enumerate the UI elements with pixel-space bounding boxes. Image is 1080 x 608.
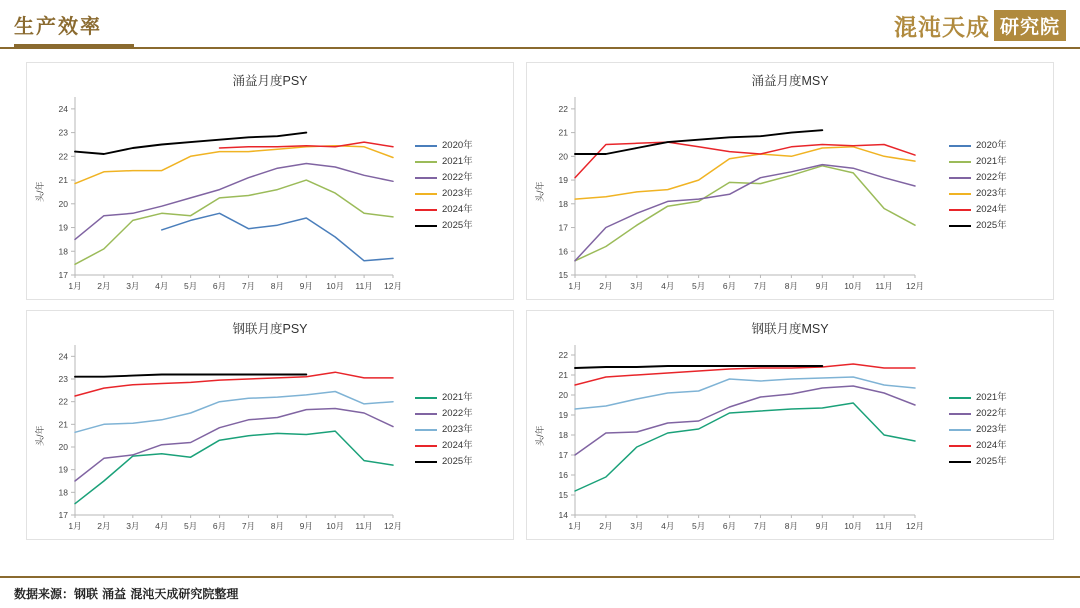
svg-text:12月: 12月 — [384, 521, 402, 531]
legend-swatch — [949, 429, 971, 431]
source-note: 数据来源：钢联 涌益 混沌天成研究院整理 — [14, 587, 239, 601]
svg-text:3月: 3月 — [630, 281, 644, 291]
logo-text: 混沌天成 — [893, 13, 990, 41]
svg-text:18: 18 — [558, 198, 568, 209]
svg-text:8月: 8月 — [270, 281, 284, 291]
svg-text:5月: 5月 — [692, 521, 706, 531]
legend-swatch — [949, 145, 971, 147]
svg-text:22: 22 — [558, 350, 568, 360]
header-divider — [0, 47, 1080, 49]
legend-item[interactable] — [949, 454, 1007, 470]
svg-text:19: 19 — [558, 410, 568, 420]
legend-item[interactable] — [415, 154, 473, 170]
svg-text:4月: 4月 — [661, 521, 675, 531]
legend-swatch — [415, 193, 437, 195]
legend-label: 2022年 — [976, 172, 1007, 183]
legend-label: 2020年 — [976, 140, 1007, 151]
legend-swatch — [949, 445, 971, 447]
legend-item[interactable] — [415, 202, 473, 218]
chart-panel-yongyi-psy — [26, 62, 514, 300]
svg-text:5月: 5月 — [184, 281, 198, 291]
svg-text:9月: 9月 — [815, 521, 829, 531]
legend-label: 2021年 — [976, 392, 1007, 403]
svg-text:10月: 10月 — [844, 281, 863, 291]
legend-item[interactable] — [949, 438, 1007, 454]
page-title: 生产效率 — [14, 14, 102, 38]
svg-text:20: 20 — [558, 390, 568, 400]
svg-text:4月: 4月 — [155, 521, 169, 531]
legend-item[interactable] — [949, 422, 1007, 438]
chart-canvas-0 — [27, 87, 513, 299]
svg-text:21: 21 — [558, 370, 568, 380]
svg-text:23: 23 — [58, 127, 68, 138]
svg-text:17: 17 — [58, 510, 68, 520]
legend-swatch — [415, 445, 437, 447]
legend-label: 2022年 — [976, 408, 1007, 419]
svg-text:14: 14 — [558, 510, 568, 520]
svg-text:22: 22 — [58, 151, 68, 162]
company-logo — [894, 6, 1066, 44]
svg-text:19: 19 — [558, 175, 568, 186]
chart-panel-yongyi-msy — [526, 62, 1054, 300]
svg-text:20: 20 — [58, 442, 68, 452]
legend-label: 2023年 — [442, 424, 473, 435]
svg-text:3月: 3月 — [630, 521, 644, 531]
legend-label: 2024年 — [976, 440, 1007, 451]
svg-text:10月: 10月 — [326, 281, 345, 291]
legend-swatch — [949, 193, 971, 195]
svg-text:11月: 11月 — [875, 281, 893, 291]
svg-text:8月: 8月 — [784, 521, 798, 531]
svg-text:9月: 9月 — [299, 521, 313, 531]
svg-text:22: 22 — [58, 396, 68, 407]
legend-label: 2021年 — [442, 156, 473, 167]
svg-text:5月: 5月 — [692, 281, 706, 291]
chart-panel-ganglian-msy — [526, 310, 1054, 540]
svg-text:21: 21 — [58, 419, 68, 430]
chart-title: 钢联月度PSY — [232, 322, 308, 336]
svg-text:9月: 9月 — [299, 281, 313, 291]
legend-item[interactable] — [949, 186, 1007, 202]
svg-text:7月: 7月 — [241, 281, 256, 291]
svg-text:6月: 6月 — [212, 281, 227, 291]
legend-item[interactable] — [415, 218, 473, 234]
legend-label: 2021年 — [442, 392, 473, 403]
svg-text:9月: 9月 — [815, 281, 829, 291]
legend-label: 2024年 — [442, 204, 473, 215]
svg-text:3月: 3月 — [126, 281, 140, 291]
svg-text:11月: 11月 — [875, 521, 893, 531]
svg-text:12月: 12月 — [906, 521, 924, 531]
svg-text:24: 24 — [58, 103, 68, 114]
svg-text:20: 20 — [58, 198, 68, 209]
svg-text:7月: 7月 — [241, 521, 256, 531]
chart-title: 涌益月度MSY — [751, 74, 829, 88]
svg-text:8月: 8月 — [784, 281, 798, 291]
svg-text:18: 18 — [558, 430, 568, 440]
legend-swatch — [949, 461, 971, 463]
legend-item[interactable] — [415, 438, 473, 454]
svg-text:6月: 6月 — [722, 521, 737, 531]
chart-legend — [949, 390, 1007, 470]
legend-swatch — [415, 397, 437, 399]
svg-text:20: 20 — [558, 151, 568, 162]
svg-text:10月: 10月 — [844, 521, 863, 531]
svg-text:12月: 12月 — [384, 281, 402, 291]
svg-text:15: 15 — [558, 490, 568, 500]
legend-swatch — [949, 397, 971, 399]
svg-text:2月: 2月 — [599, 521, 613, 531]
chart-canvas-1 — [527, 87, 1053, 299]
legend-item[interactable] — [415, 422, 473, 438]
svg-text:17: 17 — [58, 270, 68, 280]
charts-grid — [26, 62, 1054, 540]
legend-swatch — [415, 177, 437, 179]
legend-label: 2021年 — [976, 156, 1007, 167]
svg-text:21: 21 — [58, 175, 68, 186]
svg-text:16: 16 — [558, 246, 568, 257]
legend-swatch — [949, 177, 971, 179]
chart-legend — [415, 138, 473, 234]
chart-canvas-2 — [27, 335, 513, 539]
svg-text:22: 22 — [558, 103, 568, 114]
legend-label: 2024年 — [976, 204, 1007, 215]
logo-badge: 研究院 — [994, 10, 1066, 41]
legend-item[interactable] — [949, 218, 1007, 234]
y-axis-label: 头/年 — [35, 425, 45, 446]
legend-label: 2025年 — [976, 220, 1007, 231]
svg-text:11月: 11月 — [355, 281, 373, 291]
legend-swatch — [415, 429, 437, 431]
svg-text:12月: 12月 — [906, 281, 924, 291]
legend-swatch — [415, 225, 437, 227]
svg-text:18: 18 — [58, 246, 68, 257]
y-axis-label: 头/年 — [35, 181, 45, 202]
legend-item[interactable] — [415, 390, 473, 406]
svg-text:21: 21 — [558, 127, 568, 138]
legend-item[interactable] — [415, 186, 473, 202]
legend-label: 2024年 — [442, 440, 473, 451]
chart-title: 钢联月度MSY — [751, 322, 829, 336]
svg-text:19: 19 — [58, 222, 68, 233]
svg-text:5月: 5月 — [184, 521, 198, 531]
svg-text:17: 17 — [558, 222, 568, 233]
svg-text:18: 18 — [58, 487, 68, 498]
legend-item[interactable] — [949, 406, 1007, 422]
svg-text:16: 16 — [558, 470, 568, 480]
legend-swatch — [415, 161, 437, 163]
legend-label: 2023年 — [976, 424, 1007, 435]
svg-text:2月: 2月 — [97, 281, 111, 291]
legend-label: 2023年 — [442, 188, 473, 199]
legend-swatch — [415, 145, 437, 147]
legend-swatch — [415, 209, 437, 211]
svg-text:10月: 10月 — [326, 521, 345, 531]
svg-text:3月: 3月 — [126, 521, 140, 531]
legend-label: 2022年 — [442, 408, 473, 419]
y-axis-label: 头/年 — [535, 425, 545, 446]
legend-item[interactable] — [415, 454, 473, 470]
svg-text:1月: 1月 — [68, 281, 82, 291]
footer-divider — [0, 576, 1080, 578]
svg-text:23: 23 — [58, 374, 68, 384]
svg-text:7月: 7月 — [753, 521, 768, 531]
svg-text:17: 17 — [558, 450, 568, 460]
legend-label: 2025年 — [976, 456, 1007, 467]
y-axis-label: 头/年 — [535, 181, 545, 202]
legend-swatch — [415, 461, 437, 463]
legend-swatch — [949, 161, 971, 163]
chart-title: 涌益月度PSY — [232, 74, 308, 88]
page-header — [0, 0, 1080, 54]
svg-text:2月: 2月 — [97, 521, 111, 531]
legend-item[interactable] — [949, 170, 1007, 186]
legend-item[interactable] — [949, 390, 1007, 406]
legend-swatch — [949, 225, 971, 227]
legend-item[interactable] — [415, 138, 473, 154]
svg-text:6月: 6月 — [212, 521, 227, 531]
legend-item[interactable] — [415, 170, 473, 186]
svg-text:6月: 6月 — [722, 281, 737, 291]
chart-legend — [415, 390, 473, 470]
legend-item[interactable] — [949, 154, 1007, 170]
svg-text:4月: 4月 — [155, 281, 169, 291]
legend-swatch — [949, 413, 971, 415]
legend-item[interactable] — [415, 406, 473, 422]
legend-swatch — [949, 209, 971, 211]
legend-label: 2025年 — [442, 456, 473, 467]
legend-item[interactable] — [949, 202, 1007, 218]
svg-text:24: 24 — [58, 351, 68, 362]
legend-item[interactable] — [949, 138, 1007, 154]
svg-text:7月: 7月 — [753, 281, 768, 291]
legend-swatch — [415, 413, 437, 415]
svg-text:11月: 11月 — [355, 521, 373, 531]
chart-legend — [949, 138, 1007, 234]
legend-label: 2022年 — [442, 172, 473, 183]
svg-text:15: 15 — [558, 270, 568, 280]
legend-label: 2023年 — [976, 188, 1007, 199]
svg-text:2月: 2月 — [599, 281, 613, 291]
chart-canvas-3 — [527, 335, 1053, 539]
svg-text:19: 19 — [58, 464, 68, 475]
legend-label: 2020年 — [442, 140, 473, 151]
svg-text:1月: 1月 — [68, 521, 82, 531]
chart-panel-ganglian-psy — [26, 310, 514, 540]
svg-text:1月: 1月 — [568, 281, 582, 291]
svg-text:1月: 1月 — [568, 521, 582, 531]
svg-text:4月: 4月 — [661, 281, 675, 291]
legend-label: 2025年 — [442, 220, 473, 231]
svg-text:8月: 8月 — [270, 521, 284, 531]
